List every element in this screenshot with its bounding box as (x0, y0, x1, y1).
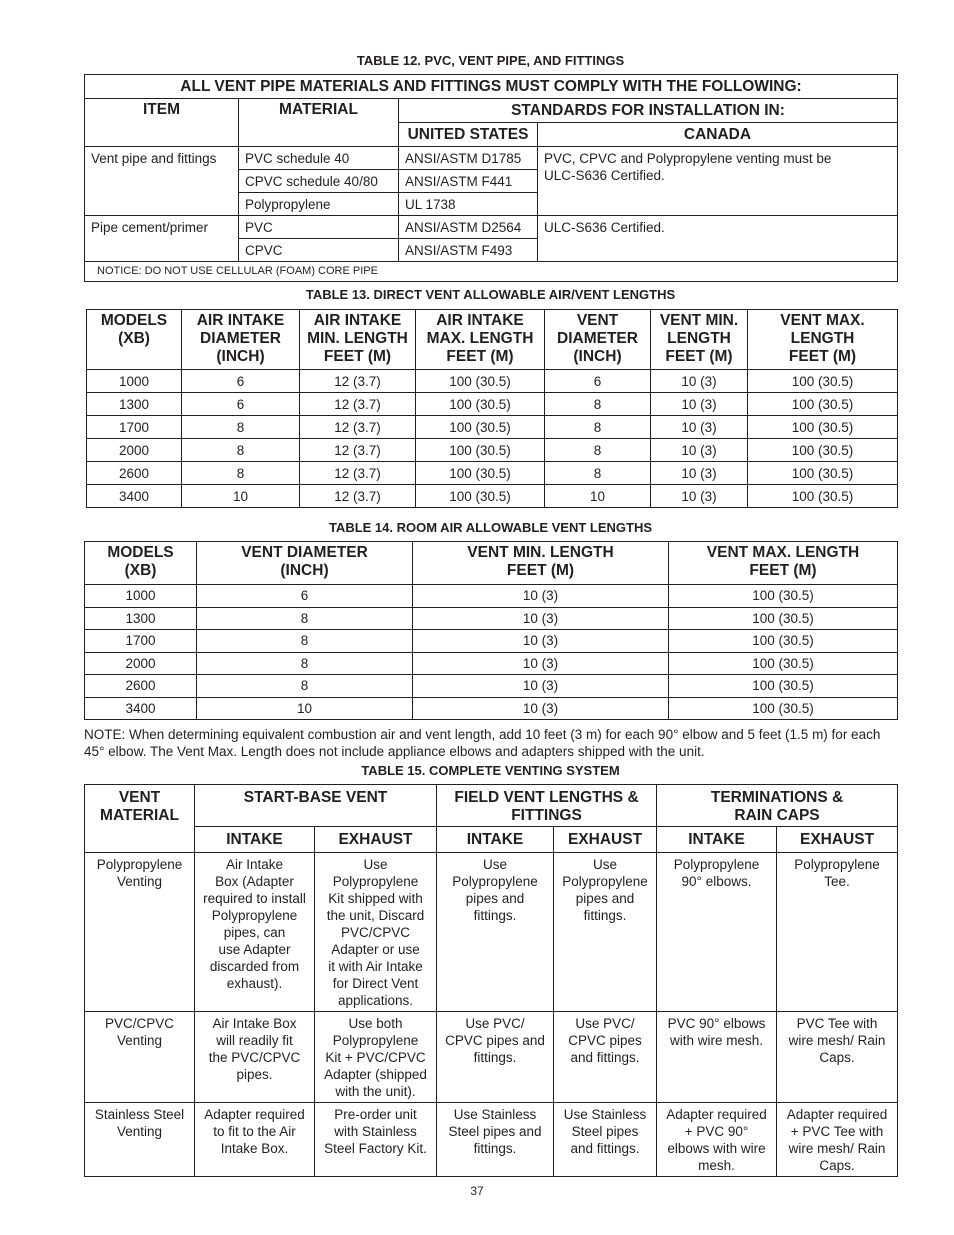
table15-cell (437, 1103, 554, 1177)
us-standard-cell: ANSI/ASTM D1785 (399, 147, 538, 170)
table-row (85, 652, 898, 675)
table15-cell (437, 853, 554, 1012)
table14-cell: 6 (197, 585, 413, 608)
cell-line: Polypropylene (562, 874, 648, 889)
cell-line: Box (Adapter (215, 874, 294, 889)
cell-line: FEET (M) (788, 348, 857, 365)
table13-cell: 100 (30.5) (416, 439, 545, 462)
cell-line: DIAMETER (200, 330, 281, 347)
table14-cell: 8 (197, 675, 413, 698)
table14-cell: 10 (197, 697, 413, 720)
table13-cell: 12 (3.7) (300, 462, 416, 485)
cell-line: discarded from (209, 959, 300, 974)
cell-line: VENT MIN. (659, 312, 739, 329)
table-row (85, 607, 898, 630)
cell-line: FEET (M) (446, 348, 514, 365)
table13-cell: 8 (545, 462, 651, 485)
cell-line: pipes and (575, 891, 635, 906)
cell-line: + PVC 90° (684, 1124, 749, 1139)
table14-cell: 2600 (85, 675, 197, 698)
table14-cell: 10 (3) (413, 607, 669, 630)
table14-cell: 8 (197, 607, 413, 630)
cell-line: START-BASE VENT (243, 789, 388, 806)
cell-line: for Direct Vent (332, 976, 419, 991)
cell-line: with Stainless (334, 1124, 417, 1139)
table15-cell (777, 853, 898, 1012)
table13-cell: 2600 (87, 462, 182, 485)
table13-cell: 100 (30.5) (416, 370, 545, 393)
table15-caption: TABLE 15. COMPLETE VENTING SYSTEM (361, 763, 620, 778)
cell-line: FEET (M) (506, 562, 575, 579)
header-sub: EXHAUST (554, 827, 657, 853)
table14-cell: 10 (3) (413, 630, 669, 653)
cell-line: Polypropylene (211, 908, 298, 923)
table14-cell: 1300 (85, 607, 197, 630)
cell-line: fittings. (473, 1141, 517, 1156)
cell-line: Adapter required (666, 1107, 767, 1122)
cell-line: Adapter required (786, 1107, 888, 1122)
cell-line: (XB) (124, 562, 157, 579)
cell-line: to fit to the Air (213, 1124, 296, 1139)
header-standards: STANDARDS FOR INSTALLATION IN: (399, 99, 898, 123)
cell-line: Use (363, 857, 388, 872)
cell-line: will readily fit (216, 1033, 293, 1048)
table13-header (182, 310, 300, 370)
cell-line: the PVC/CPVC (208, 1050, 301, 1065)
cell-line: TERMINATIONS & (710, 789, 844, 806)
table15-cell (315, 1103, 437, 1177)
cell-line: Use both (348, 1016, 403, 1031)
canada-cement-cell: ULC-S636 Certified. (538, 216, 898, 262)
table14-cell: 100 (30.5) (669, 697, 898, 720)
cell-line: PVC/CPVC (104, 1016, 175, 1031)
table13-cell: 10 (3) (651, 370, 748, 393)
cell-line: FITTINGS (511, 807, 582, 824)
cell-line: + PVC Tee with (790, 1124, 884, 1139)
table-row (85, 630, 898, 653)
table13-header (416, 310, 545, 370)
cell-line: it with Air Intake (328, 959, 423, 974)
table-row (85, 697, 898, 720)
table13-cell: 100 (30.5) (748, 370, 898, 393)
header-united-states: UNITED STATES (399, 123, 538, 147)
cell-line: VENT MAX. (780, 312, 865, 329)
table13-cell: 8 (182, 462, 300, 485)
material-cell: CPVC (239, 239, 399, 262)
cell-line: Polypropylene (332, 1033, 419, 1048)
cell-line: Polypropylene (96, 857, 183, 872)
header-sub: EXHAUST (777, 827, 898, 853)
table14-header (413, 542, 669, 585)
cell-line: 90° elbows. (681, 874, 752, 889)
us-standard-cell: ANSI/ASTM F441 (399, 170, 538, 193)
cell-line: and fittings. (570, 1050, 640, 1065)
table15 (84, 784, 898, 1177)
us-standard-cell: UL 1738 (399, 193, 538, 216)
table15-cell (554, 853, 657, 1012)
cell-line: MAX. LENGTH (426, 330, 534, 347)
cell-line: FEET (M) (665, 348, 733, 365)
cell-line: Venting (116, 1124, 163, 1139)
table13-cell: 8 (545, 393, 651, 416)
table14-cell: 1000 (85, 585, 197, 608)
cell-line: elbows with wire (667, 1141, 766, 1156)
cell-line: AIR INTAKE (196, 312, 285, 329)
cell-line: DIAMETER (557, 330, 638, 347)
table13-cell: 6 (182, 370, 300, 393)
table-row (87, 485, 898, 508)
table14-cell: 10 (3) (413, 675, 669, 698)
cell-line: Stainless Steel (94, 1107, 185, 1122)
table13-cell: 10 (182, 485, 300, 508)
us-standard-cell: ANSI/ASTM F493 (399, 239, 538, 262)
cell-line: pipes, can (223, 925, 286, 940)
cell-line: Use (482, 857, 507, 872)
table-row (87, 416, 898, 439)
cell-line: PVC 90° elbows (667, 1016, 766, 1031)
table14-cell: 8 (197, 652, 413, 675)
table15-cell (195, 1012, 315, 1103)
header-sub: INTAKE (437, 827, 554, 853)
table13-cell: 10 (3) (651, 393, 748, 416)
cell-line: Air Intake (225, 857, 284, 872)
cell-line: Polypropylene (794, 857, 880, 872)
table13-cell: 100 (30.5) (416, 393, 545, 416)
header-vent-material (85, 785, 195, 853)
table13-header (748, 310, 898, 370)
cell-line: wire mesh/ Rain (788, 1141, 886, 1156)
cell-line: AIR INTAKE (436, 312, 524, 329)
table13-cell: 10 (3) (651, 439, 748, 462)
table12-notice: NOTICE: DO NOT USE CELLULAR (FOAM) CORE PIPE (85, 262, 898, 282)
table13-cell: 100 (30.5) (748, 393, 898, 416)
table13-cell: 100 (30.5) (416, 462, 545, 485)
table15-cell (85, 853, 195, 1012)
material-cell: Polypropylene (239, 193, 399, 216)
cell-line: Steel Factory Kit. (324, 1141, 427, 1156)
table13 (86, 309, 898, 508)
cell-line: AIR INTAKE (313, 312, 402, 329)
table15-cell (777, 1012, 898, 1103)
cell-line: (XB) (118, 330, 150, 347)
table15-cell (554, 1012, 657, 1103)
cell-line: mesh. (698, 1158, 735, 1173)
item-pipe-cement: Pipe cement/primer (85, 216, 239, 262)
material-cell: CPVC schedule 40/80 (239, 170, 399, 193)
table13-cell: 100 (30.5) (748, 485, 898, 508)
cell-line: MODELS (100, 312, 168, 329)
table13-cell: 100 (30.5) (748, 462, 898, 485)
table15-cell (85, 1012, 195, 1103)
cell-line: Adapter or use (331, 942, 420, 957)
cell-line: Polypropylene (673, 857, 760, 872)
table13-header (651, 310, 748, 370)
cell-line: Caps. (819, 1158, 855, 1173)
table13-cell: 10 (3) (651, 485, 748, 508)
cell-line: Pre-order unit (334, 1107, 417, 1122)
table15-cell (554, 1103, 657, 1177)
cell-line: Venting (116, 874, 163, 889)
note-text: NOTE: When determining equivalent combustion air and vent length, add 10 feet (3 m) for each 90° elbow and 5 feet (1.5 m) for each 45° elbow. The Vent Max. Length does not include appliance elbows and adapters shipped with the unit. (84, 727, 881, 759)
cell-line: the unit, Discard (326, 908, 425, 923)
cell-line: LENGTH (667, 330, 731, 347)
table15-cell (657, 1103, 777, 1177)
table-row (85, 675, 898, 698)
page-number: 37 (470, 1184, 484, 1198)
cell-line: wire mesh/ Rain (788, 1033, 886, 1048)
table13-cell: 100 (30.5) (416, 416, 545, 439)
cell-line: fittings. (473, 1050, 517, 1065)
table15-cell (195, 853, 315, 1012)
table14-cell: 10 (3) (413, 585, 669, 608)
cell-line: Adapter (shipped (324, 1067, 427, 1082)
cell-line: FEET (M) (749, 562, 817, 579)
cell-line: Intake Box. (220, 1141, 289, 1156)
cell-line: FIELD VENT LENGTHS & (454, 789, 639, 806)
cell-line: MIN. LENGTH (307, 330, 408, 347)
table14-caption: TABLE 14. ROOM AIR ALLOWABLE VENT LENGTHS (328, 520, 653, 535)
table-row (87, 393, 898, 416)
cell-line: Use PVC/ (575, 1016, 635, 1031)
cell-line: and fittings. (570, 1141, 640, 1156)
table13-cell: 1000 (87, 370, 182, 393)
material-cell: PVC (239, 216, 399, 239)
cell-line: CPVC pipes and (445, 1033, 545, 1048)
cell-line: applications. (337, 993, 414, 1008)
table13-header (300, 310, 416, 370)
cell-line: (INCH) (216, 348, 265, 365)
cell-line: (INCH) (573, 348, 622, 365)
cell-line: PVC/CPVC (340, 925, 411, 940)
header-group (195, 785, 437, 827)
header-sub: INTAKE (657, 827, 777, 853)
table12-caption: TABLE 12. PVC, VENT PIPE, AND FITTINGS (356, 53, 625, 68)
cell-line: fittings. (473, 908, 517, 923)
table13-cell: 8 (182, 439, 300, 462)
cell-line: PVC Tee with (796, 1016, 878, 1031)
header-canada: CANADA (538, 123, 898, 147)
table13-cell: 1700 (87, 416, 182, 439)
table-row (85, 1012, 898, 1103)
cell-line: RAIN CAPS (734, 807, 820, 824)
table13-cell: 8 (545, 439, 651, 462)
cell-line: Caps. (819, 1050, 855, 1065)
table15-cell (657, 1012, 777, 1103)
us-standard-cell: ANSI/ASTM D2564 (399, 216, 538, 239)
table14-header (85, 542, 197, 585)
table14-cell: 100 (30.5) (669, 585, 898, 608)
cell-line: VENT (118, 789, 161, 806)
cell-line: VENT DIAMETER (241, 544, 368, 561)
table13-cell: 100 (30.5) (748, 439, 898, 462)
table13-header (87, 310, 182, 370)
cell-line: VENT MIN. LENGTH (467, 544, 614, 561)
table13-header (545, 310, 651, 370)
cell-line: Use (593, 857, 618, 872)
table-row (85, 585, 898, 608)
cell-line: FEET (M) (323, 348, 392, 365)
cell-line: required to install (203, 891, 306, 906)
table13-cell: 1300 (87, 393, 182, 416)
table15-cell (315, 853, 437, 1012)
table13-cell: 8 (545, 416, 651, 439)
table14-cell: 8 (197, 630, 413, 653)
table13-cell: 10 (3) (651, 416, 748, 439)
table15-cell (195, 1103, 315, 1177)
table15-cell (437, 1012, 554, 1103)
header-sub: INTAKE (195, 827, 315, 853)
table14-cell: 100 (30.5) (669, 630, 898, 653)
table13-cell: 12 (3.7) (300, 439, 416, 462)
cell-line: Use PVC/ (465, 1016, 525, 1031)
table15-cell (777, 1103, 898, 1177)
table13-cell: 3400 (87, 485, 182, 508)
cell-line: Adapter required (204, 1107, 305, 1122)
cell-line: Kit + PVC/CPVC (325, 1050, 426, 1065)
header-item: ITEM (85, 99, 239, 147)
table14-cell: 10 (3) (413, 652, 669, 675)
cell-line: Air Intake Box (212, 1016, 297, 1031)
table14-header (669, 542, 898, 585)
cell-line: LENGTH (790, 330, 855, 347)
table13-cell: 100 (30.5) (748, 416, 898, 439)
cell-line: Venting (116, 1033, 163, 1048)
cell-line: exhaust). (226, 976, 283, 991)
header-group (657, 785, 898, 827)
header-sub: EXHAUST (315, 827, 437, 853)
cell-line: with the unit). (335, 1084, 416, 1099)
table-row (87, 370, 898, 393)
cell-line: fittings. (583, 908, 627, 923)
table13-cell: 12 (3.7) (300, 485, 416, 508)
table13-cell: 10 (545, 485, 651, 508)
table15-cell (315, 1012, 437, 1103)
table13-cell: 12 (3.7) (300, 416, 416, 439)
cell-line: Use Stainless (453, 1107, 537, 1122)
table13-cell: 100 (30.5) (416, 485, 545, 508)
table13-caption: TABLE 13. DIRECT VENT ALLOWABLE AIR/VENT LENGTHS (305, 287, 676, 302)
table12-banner: ALL VENT PIPE MATERIALS AND FITTINGS MUST COMPLY WITH THE FOLLOWING: (85, 75, 898, 99)
cell-line: Use Stainless (563, 1107, 647, 1122)
cell-line: with wire mesh. (670, 1033, 764, 1048)
table14-cell: 3400 (85, 697, 197, 720)
cell-line: VENT MAX. LENGTH (706, 544, 860, 561)
cell-line: VENT (576, 312, 619, 329)
cell-line: Steel pipes and (448, 1124, 542, 1139)
material-cell: PVC schedule 40 (239, 147, 399, 170)
table-row (87, 462, 898, 485)
table14-cell: 100 (30.5) (669, 652, 898, 675)
table14-cell: 1700 (85, 630, 197, 653)
table14-header (197, 542, 413, 585)
table14-cell: 100 (30.5) (669, 607, 898, 630)
table13-cell: 12 (3.7) (300, 370, 416, 393)
table15-cell (85, 1103, 195, 1177)
cell-line: MODELS (107, 544, 174, 561)
table14-cell: 10 (3) (413, 697, 669, 720)
table13-cell: 8 (182, 416, 300, 439)
cell-line: pipes and (465, 891, 525, 906)
table14 (84, 541, 898, 720)
table-row (85, 853, 898, 1012)
cell-line: Tee. (824, 874, 850, 889)
table12 (84, 74, 898, 282)
cell-line: CPVC pipes (568, 1033, 642, 1048)
table-row (87, 439, 898, 462)
table-row (85, 1103, 898, 1177)
cell-line: pipes. (236, 1067, 273, 1082)
table13-cell: 10 (3) (651, 462, 748, 485)
table14-cell: 100 (30.5) (669, 675, 898, 698)
table13-cell: 2000 (87, 439, 182, 462)
item-vent-pipe: Vent pipe and fittings (85, 147, 239, 216)
cell-line: MATERIAL (100, 807, 179, 824)
table14-cell: 2000 (85, 652, 197, 675)
cell-line: Steel pipes (571, 1124, 639, 1139)
header-group (437, 785, 657, 827)
canada-vent-cell: PVC, CPVC and Polypropylene venting must be ULC-S636 Certified. (538, 147, 898, 216)
table13-cell: 12 (3.7) (300, 393, 416, 416)
cell-line: Polypropylene (452, 874, 538, 889)
cell-line: Kit shipped with (328, 891, 423, 906)
cell-line: (INCH) (280, 562, 329, 579)
cell-line: use Adapter (218, 942, 291, 957)
cell-line: Polypropylene (332, 874, 419, 889)
header-material: MATERIAL (239, 99, 399, 147)
table15-cell (657, 853, 777, 1012)
table13-cell: 6 (182, 393, 300, 416)
table13-cell: 6 (545, 370, 651, 393)
